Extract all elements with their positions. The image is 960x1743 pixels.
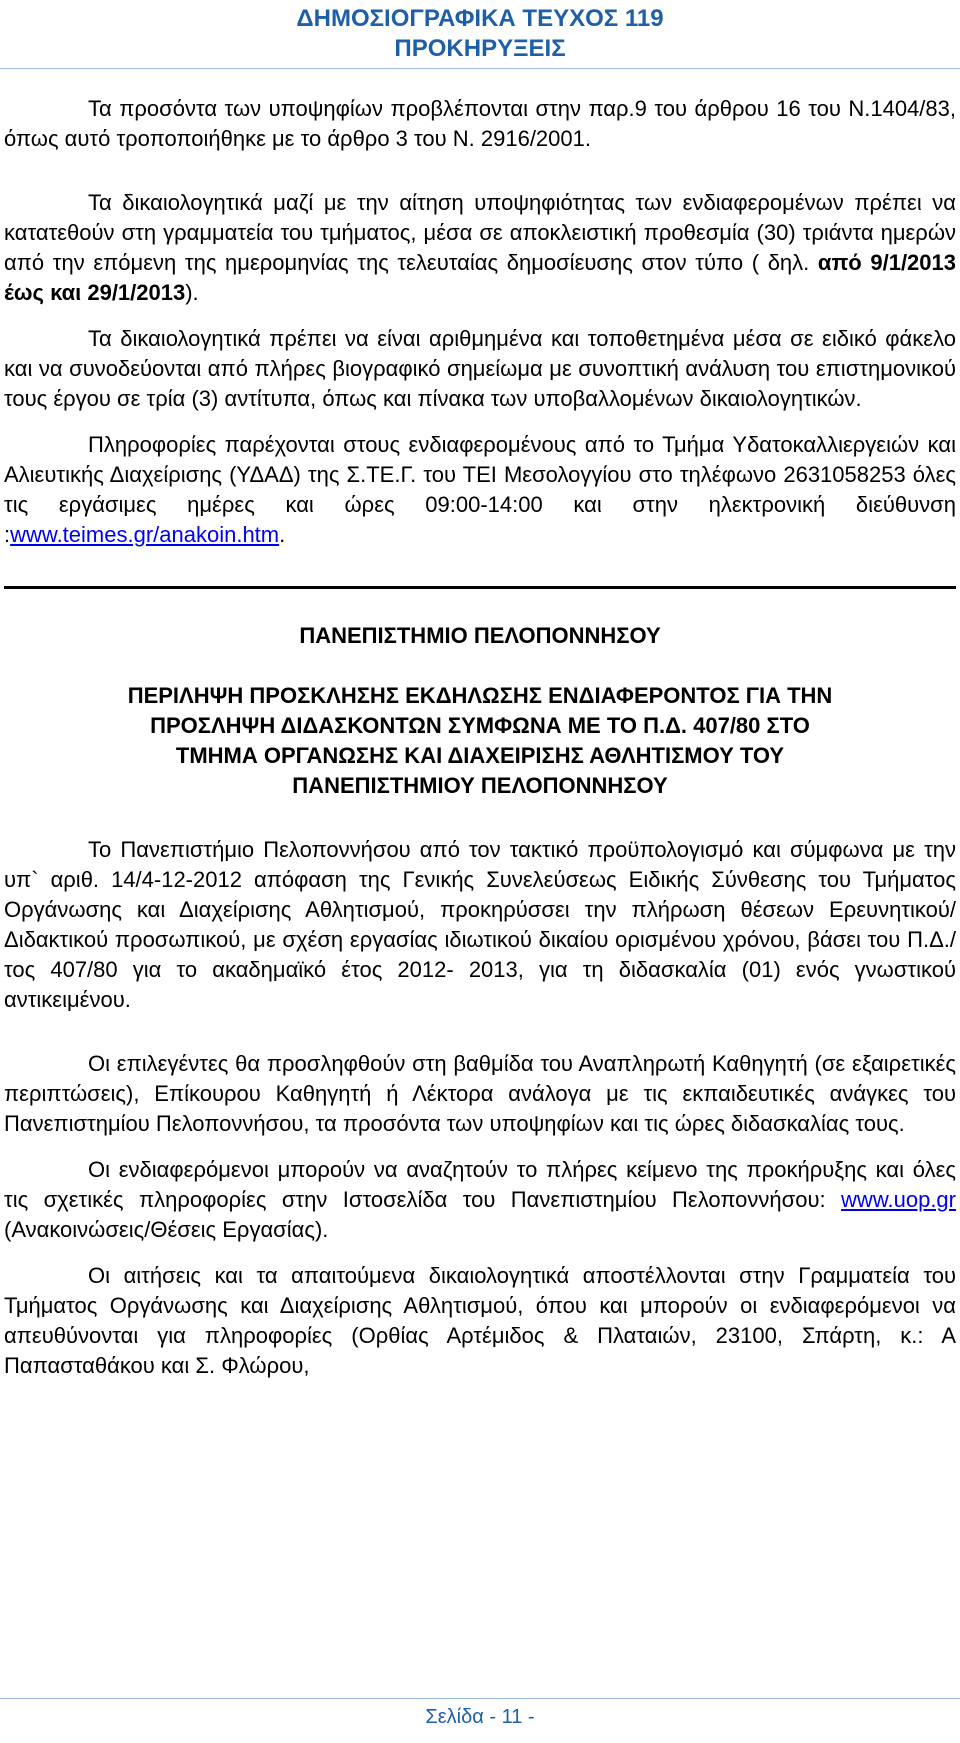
paragraph-rank: Οι επιλεγέντες θα προσληφθούν στη βαθμίδα του Αναπληρωτή Καθηγητή (σε εξαιρετικές περιπτώσεις), Επίκουρου Καθηγητή ή Λέκτορα ανάλογα με τις εκπαιδευτικές ανάγκες του Πανεπιστημίου Πελοποννήσου, τα προσόντα των υποψηφίων και τις ώρες διδασκαλίας τους. — [4, 1051, 956, 1136]
paragraph-info — [4, 430, 956, 550]
page-header — [0, 0, 960, 64]
summary-title-line1: ΠΕΡΙΛΗΨΗ ΠΡΟΣΚΛΗΣΗΣ ΕΚΔΗΛΩΣΗΣ ΕΝΔΙΑΦΕΡΟΝΤΟΣ ΓΙΑ ΤΗΝ — [127, 683, 833, 708]
website-text: Οι ενδιαφερόμενοι μπορούν να αναζητούν το πλήρες κείμενο της προκήρυξης και όλες τις σχετικές πληροφορίες στην Ιστοσελίδα του Πανεπιστημίου Πελοποννήσου: — [4, 1157, 956, 1212]
header-subtitle: ΠΡΟΚΗΡΥΞΕΙΣ — [394, 35, 566, 62]
paragraph-documents: Τα δικαιολογητικά πρέπει να είναι αριθμημένα και τοποθετημένα μέσα σε ειδικό φάκελο και να συνοδεύονται από πλήρες βιογραφικό σημείωμα με συνοπτική ανάλυση του επιστημονικού τους έργου σε τρία (3) αντίτυπα, όπως και πίνακα των υποβαλλομένων δικαιολογητικών. — [4, 326, 956, 411]
university-title: ΠΑΝΕΠΙΣΤΗΜΙΟ ΠΕΛΟΠΟΝΝΗΣΟΥ — [299, 623, 661, 648]
paragraph-website — [4, 1155, 956, 1245]
header-divider — [0, 68, 960, 69]
uop-link[interactable]: www.uop.gr — [841, 1187, 956, 1212]
summary-title-line4: ΠΑΝΕΠΙΣΤΗΜΙΟΥ ΠΕΛΟΠΟΝΝΗΣΟΥ — [292, 773, 668, 798]
deadline-dates: από 9/1/2013 έως και 29/1/2013 — [4, 250, 956, 305]
info-tail: . — [279, 522, 286, 547]
deadline-text: Τα δικαιολογητικά μαζί με την αίτηση υποψηφιότητας των ενδιαφερομένων πρέπει να κατατεθούν στη γραμματεία του τμήματος, μέσα σε αποκλειστική προθεσμία (30) τριάντα ημερών από την επόμενη της ημερομηνίας της τελευταίας δημοσίευσης στον τύπο ( δηλ. — [4, 190, 956, 275]
deadline-tail: ). — [185, 280, 199, 305]
paragraph-qualifications: Τα προσόντα των υποψηφίων προβλέπονται στην παρ.9 του άρθρου 16 του Ν.1404/83, όπως αυτό τροποποιήθηκε με το άρθρο 3 του Ν. 2916/2001. — [4, 96, 956, 151]
header-title: ΔΗΜΟΣΙΟΓΡΑΦΙΚΑ ΤΕΥΧΟΣ 119 — [296, 5, 664, 32]
website-tail: (Ανακοινώσεις/Θέσεις Εργασίας). — [4, 1217, 329, 1242]
summary-title — [4, 681, 956, 801]
paragraph-deadline — [4, 188, 956, 308]
summary-title-line3: ΤΜΗΜΑ ΟΡΓΑΝΩΣΗΣ ΚΑΙ ΔΙΑΧΕΙΡΙΣΗΣ ΑΘΛΗΤΙΣΜΟΥ ΤΟΥ — [175, 743, 785, 768]
paragraph-applications: Οι αιτήσεις και τα απαιτούμενα δικαιολογητικά αποστέλλονται στην Γραμματεία του Τμήματος Οργάνωσης και Διαχείρισης Αθλητισμού, όπου και μπορούν οι ενδιαφερόμενοι να απευθύνονται για πληροφορίες (Ορθίας Αρτέμιδος & Πλαταιών, 23100, Σπάρτη, κ.: Α Παπασταθάκου και Σ. Φλώρου, — [4, 1263, 956, 1378]
page-number: Σελίδα - 11 - — [425, 1706, 535, 1728]
info-text: Πληροφορίες παρέχονται στους ενδιαφερομένους από το Τμήμα Υδατοκαλλιεργειών και Αλιευτικής Διαχείρισης (ΥΔΑΔ) της Σ.ΤΕ.Γ. του ΤΕΙ Μεσολογγίου στο τηλέφωνο 2631058253 όλες τις εργάσιμες ημέρες και ώρες 09:00-14:00 και στην ηλεκτρονική διεύθυνση : — [4, 432, 956, 547]
summary-title-line2: ΠΡΟΣΛΗΨΗ ΔΙΔΑΣΚΟΝΤΩΝ ΣΥΜΦΩΝΑ ΜΕ ΤΟ Π.Δ. 407/80 ΣΤΟ — [150, 713, 810, 738]
paragraph-announcement: Το Πανεπιστήμιο Πελοποννήσου από τον τακτικό προϋπολογισμό και σύμφωνα με την υπ` αριθ. 14/4-12-2012 απόφαση της Γενικής Συνελεύσεως Ειδικής Σύνθεσης του Τμήματος Οργάνωσης και Διαχείρισης Αθλητισμού, προκηρύσσει την πλήρωση θέσεων Ερευνητικού/Διδακτικού προσωπικού, με σχέση εργασίας ιδιωτικού δικαίου ορισμένου χρόνου, βάσει του Π.Δ./τος 407/80 για το ακαδημαϊκό έτος 2012- 2013, για τη διδασκαλία (01) ενός γνωστικού αντικειμένου. — [4, 837, 956, 1012]
footer-divider — [0, 1698, 960, 1699]
document-body — [4, 94, 956, 1381]
teimes-link[interactable]: www.teimes.gr/anakoin.htm — [10, 522, 280, 547]
